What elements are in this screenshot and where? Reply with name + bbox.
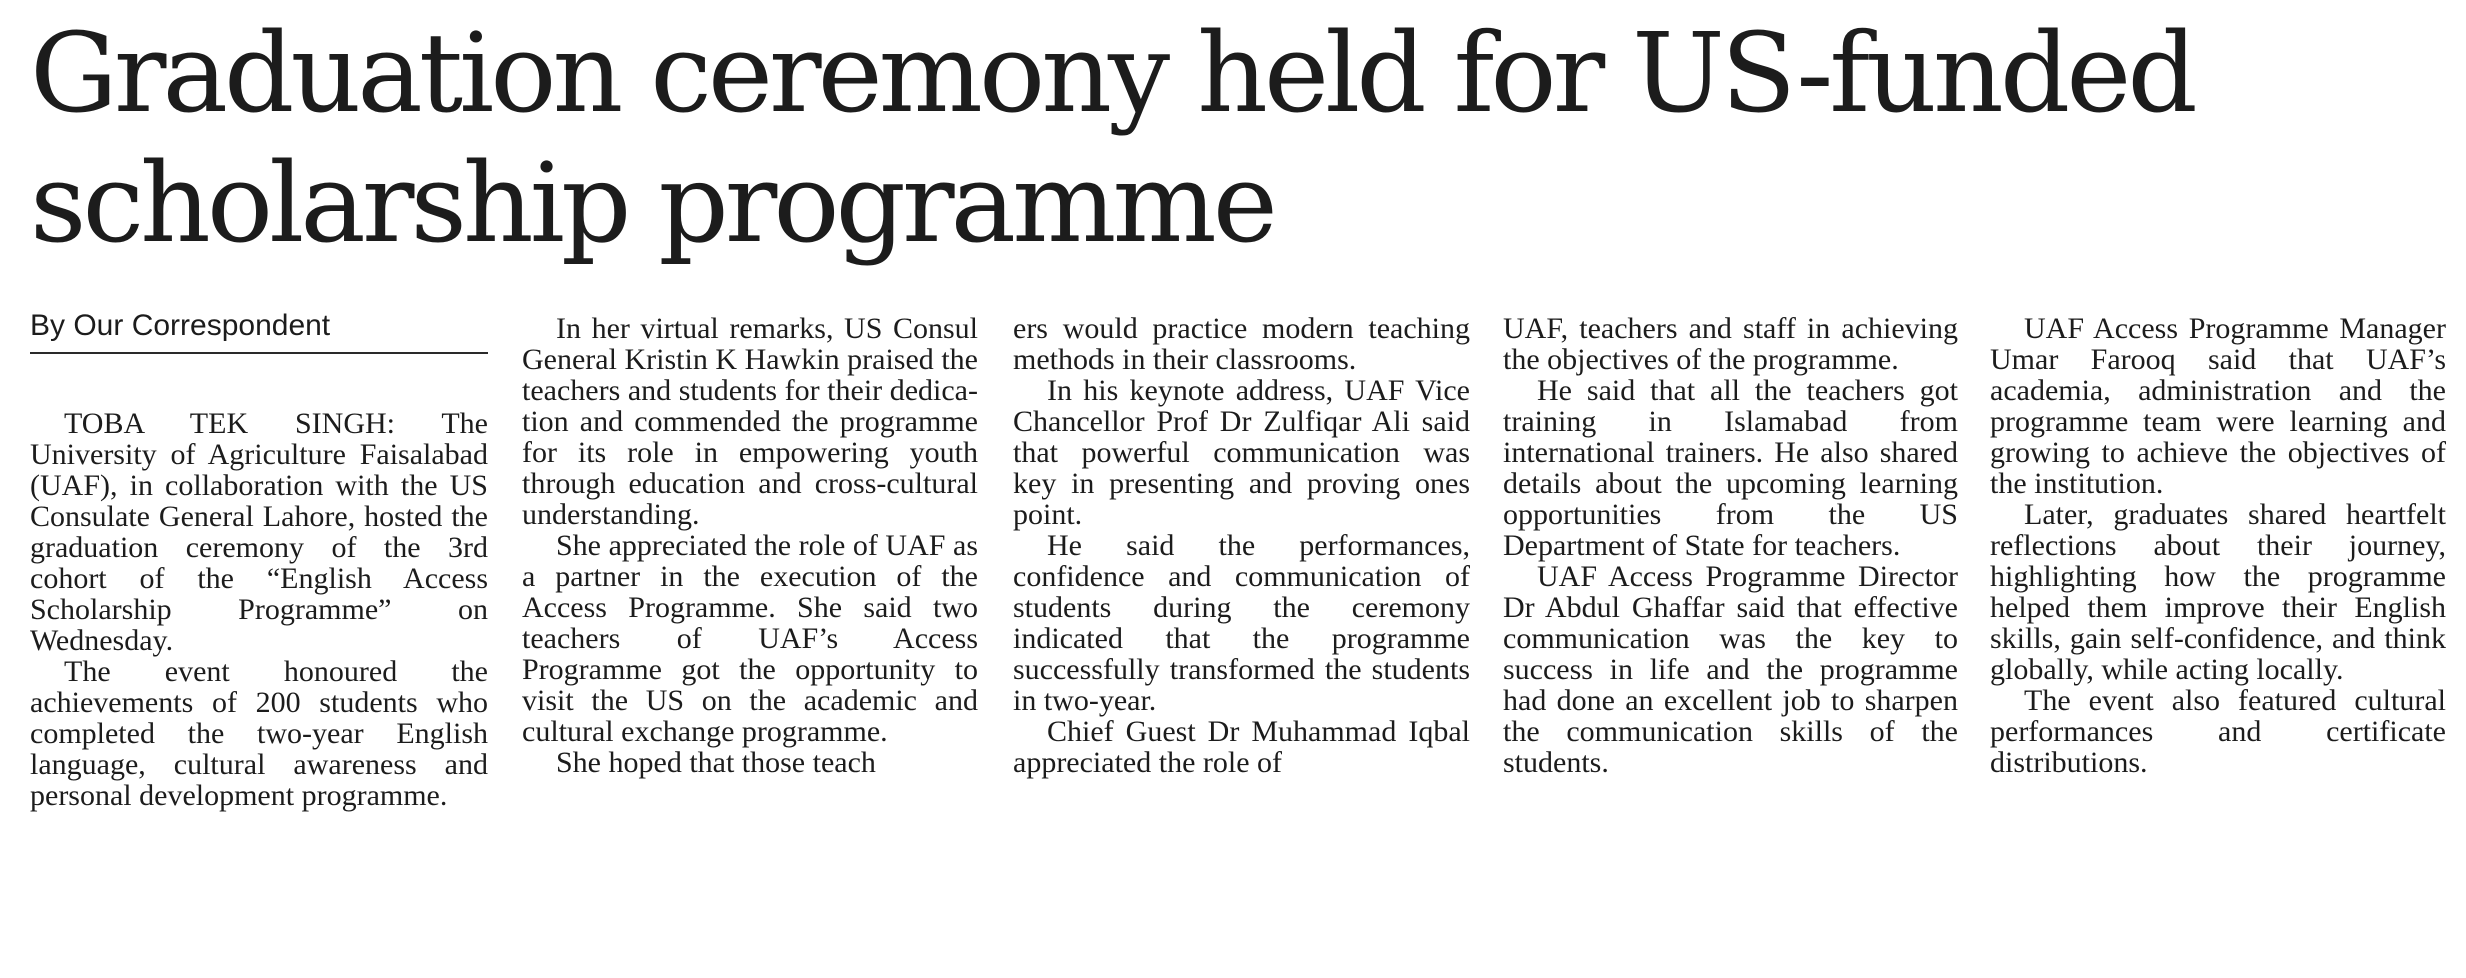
paragraph: TOBA TEK SINGH: The University of Agriculture Faisalabad (UAF), in collaboration with the US Consulate General Lahore, hosted the graduation ceremony of the 3rd cohort of the “English Access Scholarship Programme” on Wednesday. bbox=[30, 408, 488, 657]
headline: Graduation ceremony held for US-funded scholarship programme bbox=[30, 9, 2194, 267]
article-column-4 bbox=[1503, 313, 1958, 883]
paragraph: Chief Guest Dr Muhammad Iqbal appreciated the role of bbox=[1013, 715, 1470, 779]
paragraph: The event also featured cultural performances and certificate distributions. bbox=[1990, 684, 2446, 779]
paragraph: She appreciated the role of UAF as a partner in the execution of the Access Programme. She said two teachers of UAF’s Access Programme got the opportunity to visit the US on the academic and cultural exchange programme. bbox=[522, 529, 978, 748]
paragraph: The event honoured the achievements of 200 students who completed the two-year English language, cultural awareness and personal development programme. bbox=[30, 655, 488, 812]
paragraph: ers would practice modern teaching methods in their classrooms. bbox=[1013, 313, 1470, 376]
byline: By Our Correspondent bbox=[30, 306, 488, 354]
paragraph: Later, graduates shared heartfelt reflections about their journey, highlighting how the programme helped them improve their English skills, gain self-confidence, and think globally, while acting locally. bbox=[1990, 498, 2446, 686]
paragraph: She hoped that those teach bbox=[556, 746, 876, 779]
paragraph: In her virtual remarks, US Consul General Kristin K Hawkin praised the teachers and students for their dedication and commended the programme for its role in empowering youth through education and cross-cultural understanding. bbox=[522, 313, 978, 531]
article-column-5 bbox=[1990, 313, 2446, 883]
article-column-1 bbox=[30, 408, 488, 978]
paragraph: He said that all the teachers got training in Islamabad from international trainers. He also shared details about the upcoming learning opportunities from the US Department of State for teachers. bbox=[1503, 374, 1958, 562]
paragraph: In his keynote address, UAF Vice Chancellor Prof Dr Zulfiqar Ali said that powerful communication was key in presenting and proving ones point. bbox=[1013, 374, 1470, 531]
paragraph: UAF Access Programme Director Dr Abdul Ghaffar said that effective communication was the key to success in life and the programme had done an excellent job to sharpen the communication skills of the students. bbox=[1503, 560, 1958, 779]
paragraph: UAF Access Programme Manager Umar Farooq said that UAF’s academia, administration and the programme team were learning and growing to achieve the objectives of the institution. bbox=[1990, 313, 2446, 500]
article-column-3 bbox=[1013, 313, 1470, 883]
paragraph: UAF, teachers and staff in achieving the objectives of the programme. bbox=[1503, 313, 1958, 376]
paragraph: He said the performances, confidence and communication of students during the ceremony indicated that the programme successfully transformed the students in two-year. bbox=[1013, 529, 1470, 717]
article-column-2 bbox=[522, 313, 978, 883]
